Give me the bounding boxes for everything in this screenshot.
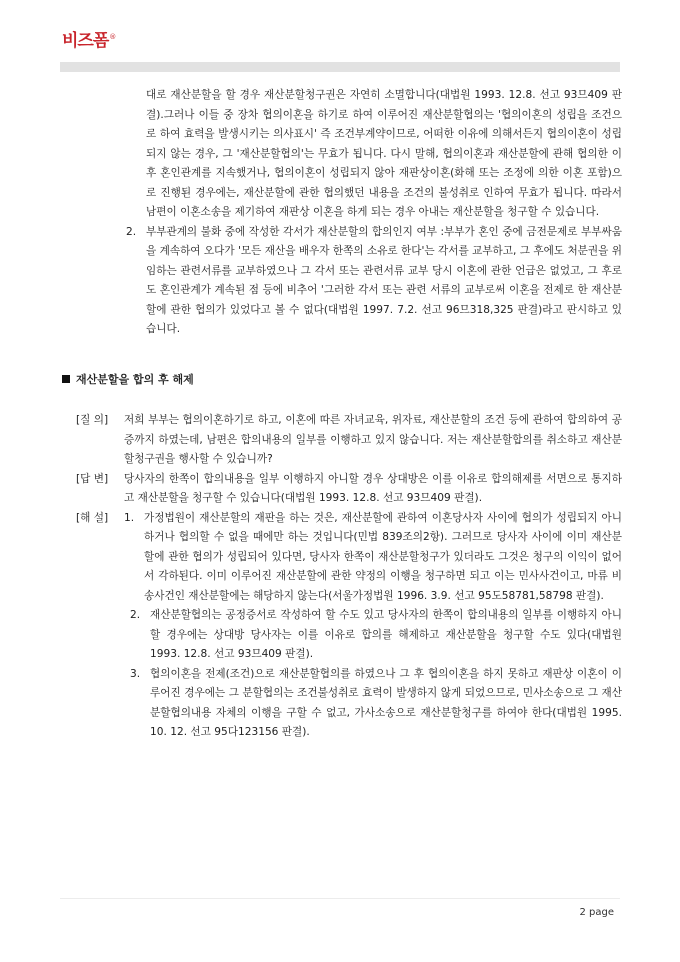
logo-text: 비즈폼 [62,31,109,51]
header-bar [60,62,620,72]
footer-divider [60,898,620,899]
list-text: 가정법원이 재산분할의 재판을 하는 것은, 재산분할에 관하여 이혼당사자 사이에 협의가 성립되지 아니하거나 협의할 수 없을 때에만 하는 것입니다(민법 839조의2항). 그러므로 당사자 사이에 이미 재산분할에 관한 협의가 성립되어 있다면, 당사자 한쪽이 재산분할청구가 있더라도 그것은 청구의 이익이 없어서 각하된다. 이미 이루어진 재산분할에 관한 약정의 이행을 청구하면 되고 이는 민사사건이고, 마류 비송사건인 재산분할에는 해당하지 않는다(서울가정법원 1996. 3.9. 선고 95도58781,58798 판결). [144,511,622,602]
square-bullet-icon [62,375,70,383]
list-text: 부부관계의 불화 중에 작성한 각서가 재산분할의 합의인지 여부 :부부가 혼인 중에 금전문제로 부부싸움을 계속하여 오다가 '모든 재산을 배우자 한쪽의 소유로 한다'는 각서를 교부하고, 그 후에도 처분권을 위임하는 관련서류를 교부하였으나 그 각서 또는 관련서류 교부 당시 이혼에 관한 언급은 없었고, 그 후로도 혼인관계가 계속된 점 등에 비추어 '그러한 각서 또는 관련 서류의 교부로써 이혼을 전제로 한 재산분할에 관한 협의가 있었다고 볼 수 없다(대법원 1997. 7.2. 선고 96므318,325 판결)라고 판시하고 있습니다. [146,225,622,335]
document-body [62,86,622,743]
list-item-2 [126,223,622,340]
continuation-paragraph: 대로 재산분할을 할 경우 재산분할청구권은 자연히 소멸합니다(대법원 1993. 12.8. 선고 93므409 판결).그러나 이들 중 장차 협의이혼을 하기로 하여 이루어진 재산분할협의는 '협의이혼의 성립을 조건으로 하여 효력을 발생시키는 의사표시' 즉 조건부계약이므로, 어떠한 이유에 의해서든지 협의이혼이 성립되지 않는 경우, 그 '재산분할협의'는 무효가 됩니다. 다시 말해, 협의이혼과 재산분할에 관해 협의한 이후 혼인관계를 지속했거나, 협의이혼이 성립되지 않아 재판상이혼(화해 또는 조정에 의한 이혼 포함)으로 진행된 경우에는, 재산분할에 관한 협의했던 내용을 조건의 불성취로 인하여 무효가 됩니다. 따라서 남편이 이혼소송을 제기하여 재판상 이혼을 하게 되는 경우 아내는 재산분할을 청구할 수 있습니다. [146,89,622,218]
answer-text: 당사자의 한쪽이 합의내용을 일부 이행하지 아니할 경우 상대방은 이를 이유로 합의해제를 서면으로 통지하고 재산분할을 청구할 수 있습니다(대법원 1993. 12.8. 선고 93므409 판결). [124,472,622,504]
answer-block [62,470,622,509]
commentary-list [124,509,622,743]
question-label: [질 의] [76,414,109,426]
answer-label: [답 변] [76,472,109,485]
list-number: 3. [130,667,141,680]
question-block [62,411,622,470]
list-number: 2. [126,225,137,238]
list-number: 1. [124,511,135,524]
commentary-item [130,606,622,665]
bizforms-logo [62,30,116,54]
commentary-block [62,509,622,743]
commentary-item [124,509,622,607]
list-text: 재산분할협의는 공정증서로 작성하여 할 수도 있고 당사자의 한쪽이 합의내용의 일부를 이행하지 아니할 경우에는 상대방 당사자는 이를 이유로 합의를 해제하고 재산분할을 청구할 수도 있다(대법원 1993. 12.8. 선고 93므409 판결). [150,609,622,660]
page-number: 2 page [579,907,614,918]
list-number: 2. [130,609,141,621]
registered-mark: ® [109,33,117,41]
question-text: 저희 부부는 협의이혼하기로 하고, 이혼에 따른 자녀교육, 위자료, 재산분할의 조건 등에 관하여 합의하여 공증까지 하였는데, 남편은 합의내용의 일부를 이행하고 있지 않습니다. 저는 재산분할합의를 취소하고 재산분할청구권을 행사할 수 있습니까? [124,414,622,465]
section-heading [62,370,622,390]
commentary-item [130,665,622,743]
commentary-label: [해 설] [76,511,109,524]
list-text: 협의이혼을 전제(조건)으로 재산분할협의를 하였으나 그 후 협의이혼을 하지 못하고 재판상 이혼이 이루어진 경우에는 그 분할협의는 조건불성취로 효력이 발생하지 않게 되었으므로, 민사소송으로 그 재산분할협의내용 자체의 이행을 구할 수 없고, 가사소송으로 재산분할청구를 하여야 한다(대법원 1995. 10. 12. 선고 95다123156 판결). [150,667,622,738]
section-title: 재산분할을 합의 후 해제 [76,372,194,386]
